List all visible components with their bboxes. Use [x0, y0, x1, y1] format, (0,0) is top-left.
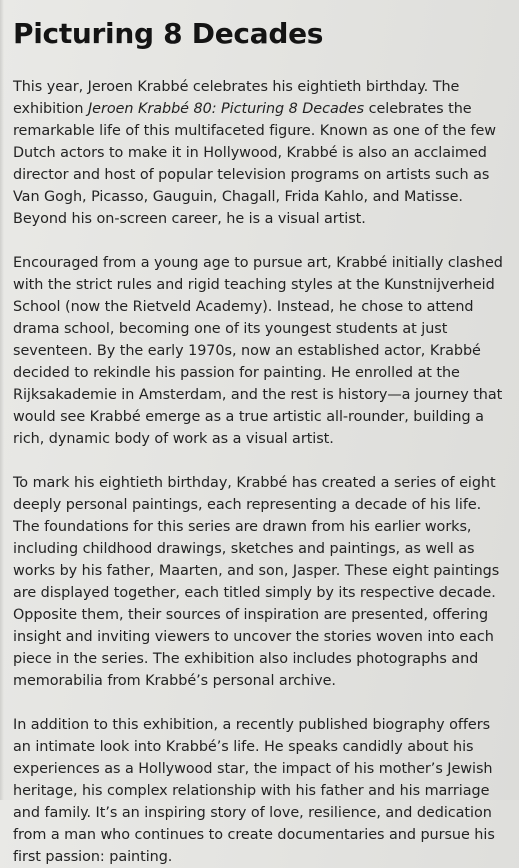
intro-text-before: This year, Jeroen Krabbé celebrates his eightieth birthday. The exhibition [13, 79, 460, 117]
exhibition-title-italic: Jeroen Krabbé 80: Picturing 8 Decades [87, 101, 365, 117]
eightieth-birthday-paragraph: To mark his eightieth birthday, Krabbé has created a series of eight deeply personal paintings, each representing a decade of his life. The foundations for this series are drawn from his earlier works, including childhood drawings, sketches and paintings, as well as works by his father, Maarten, and son, Jasper. These eight paintings are displayed together, each titled simply by its respective decade. Opposite them, their sources of inspiration are presented, offering insight and inviting viewers to uncover the stories woven into each piece in the series. The exhibition also includes photographs and memorabilia from Krabbé’s personal archive. [13, 475, 500, 689]
intro-paragraph [13, 76, 509, 230]
intro-text-after: celebrates the remarkable life of this multifaceted figure. Known as one of the few Dutch actors to make it in Hollywood, Krabbé is also an acclaimed director and host of popular television programs on artists such as Van Gogh, Picasso, Gauguin, Chagall, Frida Kahlo, and Matisse. Beyond his on-screen career, he is a visual artist. [13, 101, 496, 227]
wall-edge-shadow [0, 0, 4, 800]
art-education-paragraph: Encouraged from a young age to pursue art, Krabbé initially clashed with the strict rules and rigid teaching styles at the Kunstnijverheid School (now the Rietveld Academy). Instead, he chose to attend drama school, becoming one of its youngest students at just seventeen. By the early 1970s, now an established actor, Krabbé decided to rekindle his passion for painting. He enrolled at the Rijksakademie in Amsterdam, and the rest is history—a journey that would see Krabbé emerge as a true artistic all-rounder, building a rich, dynamic body of work as a visual artist. [13, 255, 503, 447]
page-title: Picturing 8 Decades [13, 17, 324, 50]
biography-paragraph: In addition to this exhibition, a recently published biography offers an intimate look into Krabbé’s life. He speaks candidly about his experiences as a Hollywood star, the impact of his mother’s Jewish heritage, his complex relationship with his father and his marriage and family. It’s an inspiring story of love, resilience, and dedication from a man who continues to create documentaries and pursue his first passion: painting. [13, 717, 495, 865]
